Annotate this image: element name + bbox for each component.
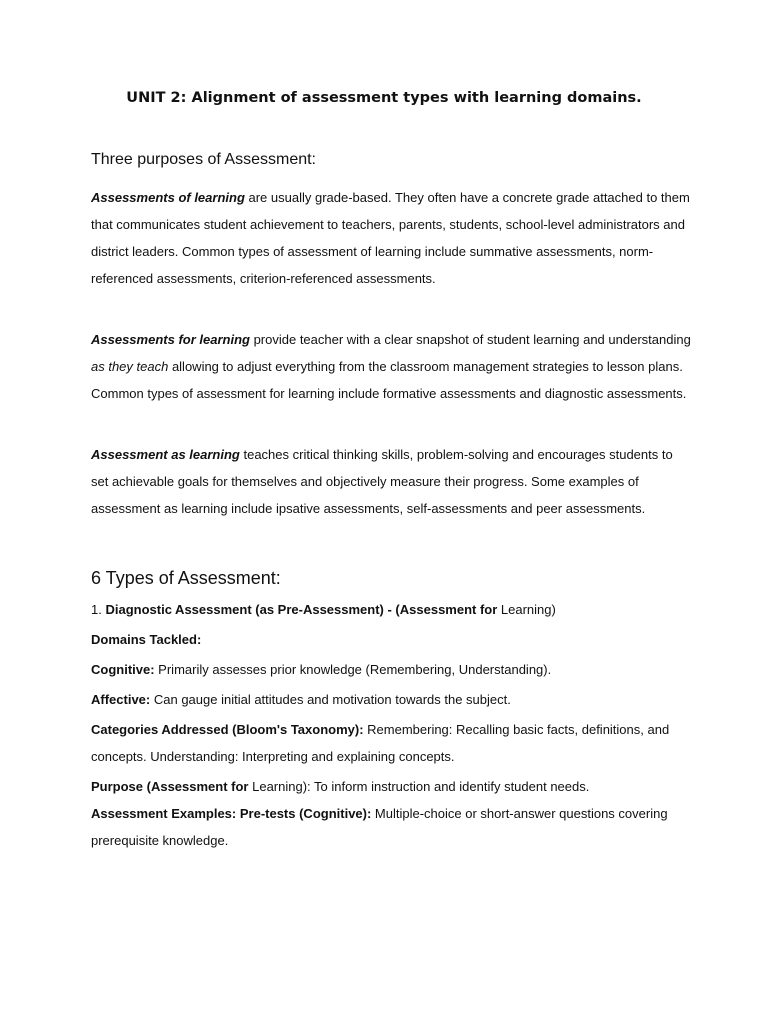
affective-label: Affective: <box>91 692 151 707</box>
examples-line <box>91 800 691 854</box>
text-assessment-for-learning-b: allowing to adjust everything from the classroom management strategies to lesson plans. Common types of assessment for learning include formative assessments and diagnostic assessments. <box>91 359 687 401</box>
purposes-heading: Three purposes of Assessment: <box>91 151 316 168</box>
purpose-label: Purpose (Assessment for <box>91 779 249 794</box>
cognitive-text: Primarily assesses prior knowledge (Remembering, Understanding). <box>154 662 552 677</box>
purpose-text: Learning): To inform instruction and identify student needs. <box>248 779 590 794</box>
document-title: UNIT 2: Alignment of assessment types with learning domains. <box>126 90 642 106</box>
paragraph-assessment-for-learning <box>91 326 691 407</box>
section-spacer <box>91 522 691 564</box>
document-body <box>91 146 691 857</box>
affective-text: Can gauge initial attitudes and motivation towards the subject. <box>150 692 511 707</box>
categories-label: Categories Addressed (Bloom's Taxonomy): <box>91 722 364 737</box>
text-assessment-of-learning: are usually grade-based. They often have a concrete grade attached to them that communicates student achievement to teachers, parents, students, school-level administrators and district leaders. Common types of assessment of learning include summative assessments, norm-referenced assessments, criterion-referenced assessments. <box>91 190 690 286</box>
categories-text: Remembering: Recalling basic facts, definitions, and concepts. Understanding: Interpreting and explaining concepts. <box>91 722 670 764</box>
lead-assessment-for-learning: Assessments for learning <box>91 332 250 347</box>
paragraph-assessment-of-learning <box>91 184 691 292</box>
examples-text: Multiple-choice or short-answer questions covering prerequisite knowledge. <box>91 806 668 848</box>
categories-line <box>91 716 691 770</box>
lead-assessment-as-learning: Assessment as learning <box>91 447 240 462</box>
type-1-title <box>91 596 691 623</box>
italic-as-they-teach: as they teach <box>91 359 169 374</box>
cognitive-line <box>91 656 691 683</box>
purpose-line <box>91 773 691 800</box>
type-1-title-bold: Diagnostic Assessment (as Pre-Assessment) - (Assessment for <box>105 602 498 617</box>
types-heading: 6 Types of Assessment: <box>91 568 281 588</box>
domains-tackled-label: Domains Tackled: <box>91 632 202 647</box>
paragraph-assessment-as-learning <box>91 441 691 522</box>
cognitive-label: Cognitive: <box>91 662 155 677</box>
affective-line <box>91 686 691 713</box>
examples-label: Assessment Examples: Pre-tests (Cognitive): <box>91 806 372 821</box>
text-assessment-as-learning: teaches critical thinking skills, problem-solving and encourages students to set achievable goals for themselves and objectively measure their progress. Some examples of assessment as learning include ipsative assessments, self-assessments and peer assessments. <box>91 447 673 516</box>
type-1-number: 1. <box>91 602 106 617</box>
type-1-title-rest: Learning) <box>497 602 556 617</box>
lead-assessment-of-learning: Assessments of learning <box>91 190 245 205</box>
text-assessment-for-learning-a: provide teacher with a clear snapshot of student learning and understanding <box>249 332 691 347</box>
